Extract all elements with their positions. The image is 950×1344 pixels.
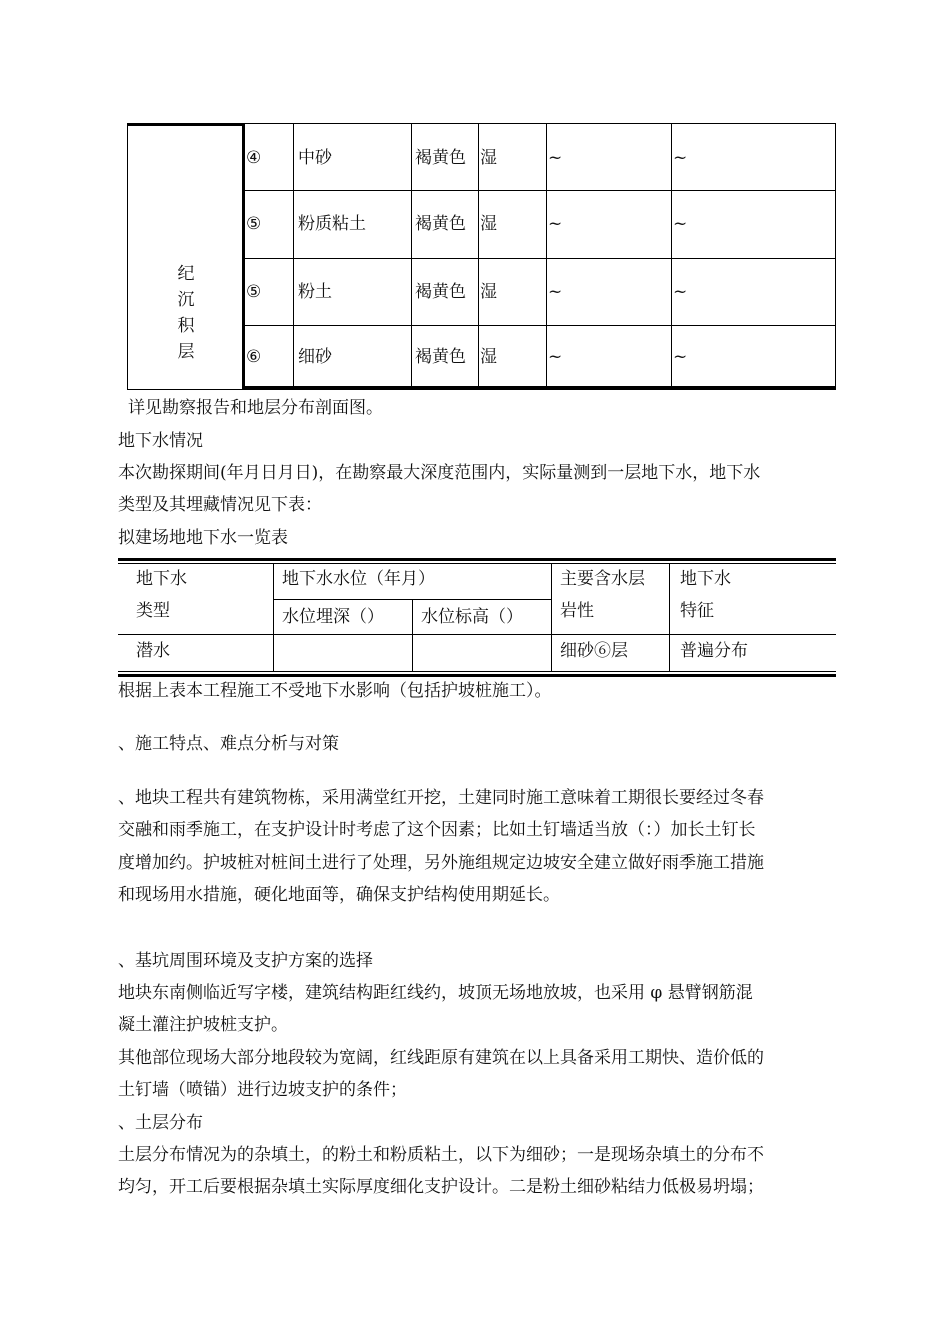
soil-row-col6: ~ — [673, 282, 688, 302]
soil-row-no: ⑤ — [246, 214, 262, 234]
soil-row-col5: ~ — [548, 214, 563, 234]
soil-row-color: 褐黄色 — [415, 282, 466, 302]
gw-header-depth: 水位埋深（） — [282, 607, 384, 627]
environment-text-line: 凝土灌注护坡桩支护。 — [118, 1015, 288, 1035]
soil-group-label: 纪 沉 积 层 — [177, 264, 195, 362]
groundwater-table — [118, 558, 836, 678]
groundwater-table-title: 拟建场地地下水一览表 — [118, 528, 288, 548]
soil-row-name: 粉土 — [298, 282, 332, 302]
after-table-text: 根据上表本工程施工不受地下水影响（包括护坡桩施工）。 — [118, 681, 552, 701]
soil-row-col5: ~ — [548, 347, 563, 367]
soil-row-name: 细砂 — [298, 347, 332, 367]
section-heading-environment: 、基坑周围环境及支护方案的选择 — [118, 951, 373, 971]
gw-header-level: 地下水水位（年月） — [282, 569, 435, 589]
soil-row-color: 褐黄色 — [415, 347, 466, 367]
gw-header-feature: 特征 — [680, 601, 714, 621]
gw-header-elevation: 水位标高（） — [421, 607, 523, 627]
features-text-line: 和现场用水措施，硬化地面等，确保支护结构使用期延长。 — [118, 885, 560, 905]
soil-row-moisture: 湿 — [480, 282, 497, 302]
gw-header-layer: 岩性 — [560, 601, 594, 621]
soil-row-col5: ~ — [548, 282, 563, 302]
soil-text-line: 均匀，开工后要根据杂填土实际厚度细化支护设计。二是粉土细砂粘结力低极易坍塌； — [118, 1177, 764, 1197]
soil-row-no: ⑥ — [246, 347, 262, 367]
soil-row-col6: ~ — [673, 347, 688, 367]
soil-row-col5: ~ — [548, 148, 563, 168]
gw-header-layer: 主要含水层 — [560, 569, 645, 589]
groundwater-text-line: 类型及其埋藏情况见下表： — [118, 495, 322, 515]
gw-header-type: 类型 — [136, 601, 170, 621]
soil-row-name: 粉质粘土 — [298, 214, 366, 234]
gw-cell-layer: 细砂⑥层 — [560, 641, 628, 661]
soil-row-color: 褐黄色 — [415, 214, 466, 234]
soil-row-col6: ~ — [673, 214, 688, 234]
environment-text-line: 地块东南侧临近写字楼，建筑结构距红线约，坡顶无场地放坡，也采用 φ 悬臂钢筋混 — [118, 983, 753, 1003]
soil-layer-table — [127, 123, 836, 390]
features-text-line: 交融和雨季施工，在支护设计时考虑了这个因素；比如土钉墙适当放（：）加长土钉长 — [118, 820, 756, 840]
soil-row-col6: ~ — [673, 148, 688, 168]
gw-header-type: 地下水 — [136, 569, 187, 589]
groundwater-heading: 地下水情况 — [118, 431, 203, 451]
groundwater-text-line: 本次勘探期间(年月日月日)，在勘察最大深度范围内，实际量测到一层地下水，地下水 — [118, 463, 761, 483]
features-text-line: 度增加约。护坡桩对桩间土进行了处理，另外施组规定边坡安全建立做好雨季施工措施 — [118, 853, 764, 873]
section-heading-features: 、施工特点、难点分析与对策 — [118, 734, 339, 754]
gw-header-feature: 地下水 — [680, 569, 731, 589]
soil-text-line: 土层分布情况为的杂填土，的粉土和粉质粘土，以下为细砂；一是现场杂填土的分布不 — [118, 1145, 764, 1165]
gw-cell-type: 潜水 — [136, 641, 170, 661]
soil-row-no: ⑤ — [246, 282, 262, 302]
section-heading-soil: 、土层分布 — [118, 1113, 203, 1133]
soil-row-moisture: 湿 — [480, 148, 497, 168]
environment-text-line: 其他部位现场大部分地段较为宽阔，红线距原有建筑在以上具备采用工期快、造价低的 — [118, 1048, 764, 1068]
soil-row-moisture: 湿 — [480, 347, 497, 367]
features-text-line: 、地块工程共有建筑物栋，采用满堂红开挖，土建同时施工意味着工期很长要经过冬春 — [118, 788, 764, 808]
soil-row-moisture: 湿 — [480, 214, 497, 234]
gw-cell-feature: 普遍分布 — [680, 641, 748, 661]
soil-row-color: 褐黄色 — [415, 148, 466, 168]
see-report-text: 详见勘察报告和地层分布剖面图。 — [128, 398, 383, 418]
environment-text-line: 土钉墙（喷锚）进行边坡支护的条件； — [118, 1080, 407, 1100]
soil-row-name: 中砂 — [298, 148, 332, 168]
soil-row-no: ④ — [246, 148, 262, 168]
